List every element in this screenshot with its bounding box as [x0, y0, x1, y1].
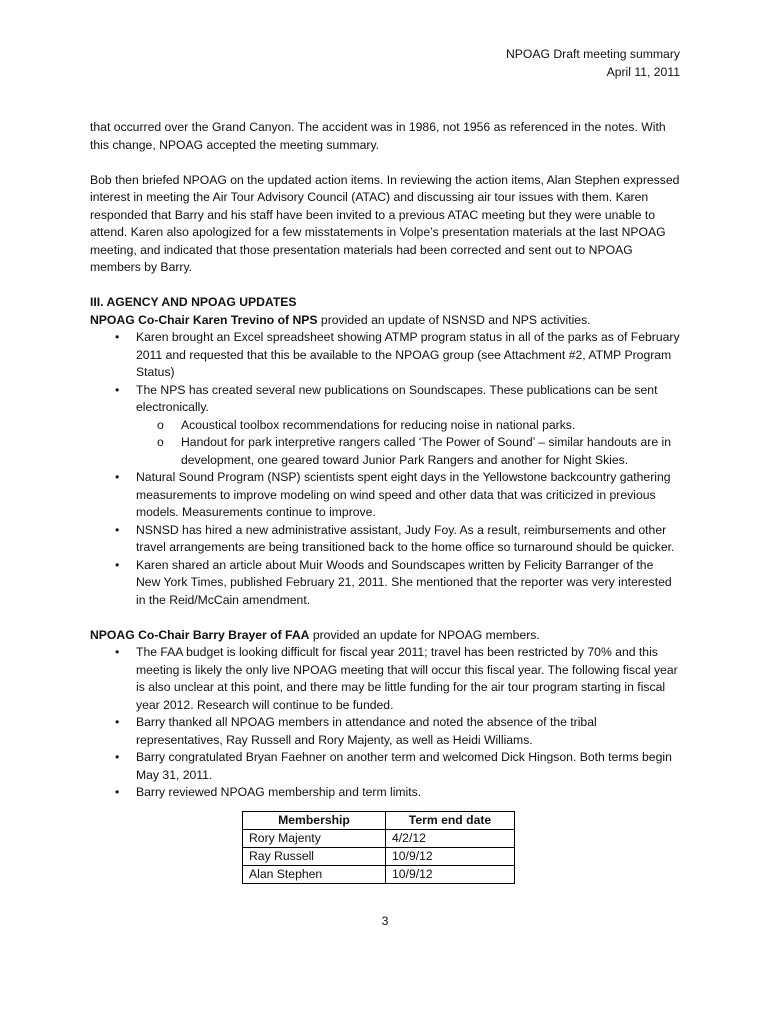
- bullet-icon: •: [115, 470, 120, 484]
- list-item: [90, 329, 680, 382]
- list-item-text: NSNSD has hired a new administrative assistant, Judy Foy. As a result, reimbursements and other travel arrangements are being transitioned back to the home office so turnaround should be quicker.: [136, 522, 675, 554]
- member-name-cell: Ray Russell: [243, 847, 386, 865]
- section-heading: III. AGENCY AND NPOAG UPDATES: [90, 295, 297, 309]
- sub-list-item-text: Handout for park interpretive rangers called ‘The Power of Sound’ – similar handouts are in development, one geared toward Junior Park Rangers and another for Night Skies.: [181, 435, 672, 467]
- sub-bullet-icon: o: [157, 435, 164, 449]
- header-date: April 11, 2011: [606, 65, 680, 79]
- faa-update-intro: [90, 627, 680, 645]
- list-item-text: Karen shared an article about Muir Woods and Soundscapes written by Felicity Barranger of the New York Times, published February 21, 2011. She mentioned that the reporter was very interested in the Reid/McCain amendment.: [136, 557, 672, 607]
- sub-list-item: [90, 417, 680, 435]
- list-item: [90, 557, 680, 610]
- nps-bullet-list: [90, 329, 680, 609]
- list-item-text: Barry thanked all NPOAG members in attendance and noted the absence of the tribal representatives, Ray Russell and Rory Majenty, as well as Heidi Williams.: [136, 715, 597, 747]
- term-end-cell: 10/9/12: [386, 847, 515, 865]
- member-name-cell: Alan Stephen: [243, 865, 386, 883]
- bullet-icon: •: [115, 645, 120, 659]
- list-item-text: The FAA budget is looking difficult for fiscal year 2011; travel has been restricted by 70% and this meeting is likely the only live NPOAG meeting that will occur this fiscal year. The following fiscal year is also unclear at this point, and there may be little funding for the air tour program starting in fiscal year 2012. Research will continue to be funded.: [136, 645, 678, 712]
- page-header: [506, 45, 680, 81]
- list-item: [90, 382, 680, 470]
- column-header-membership: Membership: [243, 811, 386, 829]
- nps-update-intro: [90, 312, 680, 330]
- term-end-cell: 10/9/12: [386, 865, 515, 883]
- list-item: [90, 714, 680, 749]
- table-row: [243, 829, 515, 847]
- header-title: NPOAG Draft meeting summary: [505, 47, 680, 61]
- faa-intro-text: provided an update for NPOAG members.: [309, 627, 540, 642]
- bullet-icon: •: [115, 715, 120, 729]
- list-item: [90, 784, 680, 802]
- column-header-term-end: Term end date: [386, 811, 515, 829]
- faa-cochair-name: NPOAG Co-Chair Barry Brayer of FAA: [90, 627, 310, 642]
- bullet-icon: •: [115, 382, 120, 397]
- sub-bullet-icon: o: [157, 417, 164, 432]
- membership-table: [242, 811, 515, 884]
- bullet-icon: •: [115, 557, 120, 572]
- table-header-row: [243, 811, 515, 829]
- list-item-text: Barry congratulated Bryan Faehner on another term and welcomed Dick Hingson. Both terms begin May 31, 2011.: [136, 750, 672, 782]
- sub-list-item: [90, 434, 680, 469]
- sub-list-item-text: Acoustical toolbox recommendations for reducing noise in national parks.: [181, 417, 576, 432]
- bullet-icon: •: [115, 785, 120, 799]
- paragraph-action-items: Bob then briefed NPOAG on the updated action items. In reviewing the action items, Alan Stephen expressed interest in meeting the Air Tour Advisory Council (ATAC) and discussing air tour issues with them. Karen responded that Barry and his staff have been invited to a previous ATAC meeting but they were unable to attend. Karen also apologized for a few misstatements in Volpe’s presentation materials at the last NPOAG meeting, and indicated that those presentation materials had been corrected and sent out to NPOAG members by Barry.: [90, 172, 680, 274]
- paragraph-continuation: that occurred over the Grand Canyon. The accident was in 1986, not 1956 as referenced in the notes. With this change, NPOAG accepted the meeting summary.: [90, 120, 666, 152]
- list-item-text: Karen brought an Excel spreadsheet showing ATMP program status in all of the parks as of February 2011 and requested that this be available to the NPOAG group (see Attachment #2, ATMP Program Status): [136, 330, 680, 379]
- table-row: [243, 865, 515, 883]
- list-item-text: Barry reviewed NPOAG membership and term limits.: [136, 785, 422, 799]
- publications-sub-list: [136, 417, 680, 470]
- faa-bullet-list: [90, 644, 680, 802]
- bullet-icon: •: [115, 522, 120, 537]
- list-item: [90, 522, 680, 557]
- term-end-cell: 4/2/12: [386, 829, 515, 847]
- page-number: 3: [381, 914, 389, 928]
- bullet-icon: •: [115, 330, 120, 344]
- list-item: [90, 469, 680, 522]
- nps-intro-text: provided an update of NSNSD and NPS activities.: [317, 312, 591, 327]
- nps-cochair-name: NPOAG Co-Chair Karen Trevino of NPS: [90, 312, 318, 327]
- bullet-icon: •: [115, 750, 120, 764]
- document-body: [90, 119, 680, 884]
- list-item-text: Natural Sound Program (NSP) scientists spent eight days in the Yellowstone backcountry gathering measurements to improve modeling on wind speed and other data that was criticized in previous models. Measurements continue to improve.: [136, 470, 671, 519]
- list-item-text: The NPS has created several new publications on Soundscapes. These publications can be sent electronically.: [136, 382, 658, 414]
- table-row: [243, 847, 515, 865]
- list-item: [90, 644, 680, 714]
- member-name-cell: Rory Majenty: [243, 829, 386, 847]
- list-item: [90, 749, 680, 784]
